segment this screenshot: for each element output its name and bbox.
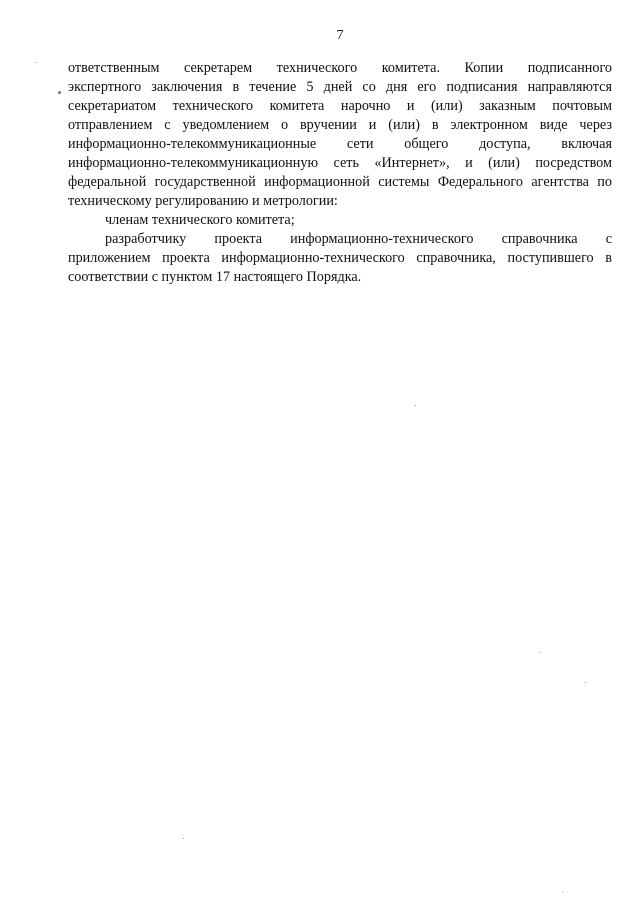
text-line: членам технического комитета; <box>105 212 295 228</box>
paragraph-expert-conclusion <box>68 59 612 211</box>
scan-speck <box>585 682 586 683</box>
scan-speck <box>36 62 37 63</box>
text-line: соответствии с пунктом 17 настоящего Порядка. <box>68 269 362 285</box>
paragraph-committee-members <box>68 211 612 230</box>
text-line: отправлением с уведомлением о вручении и (или) в электронном виде через <box>68 117 612 133</box>
text-line: приложением проекта информационно-технического справочника, поступившего в <box>68 250 612 266</box>
scan-speck <box>540 652 541 653</box>
text-line: федеральной государственной информационной системы Федерального агентства по <box>68 174 612 190</box>
text-line: техническому регулированию и метрологии: <box>68 193 338 209</box>
document-body <box>68 59 612 287</box>
text-line: ответственным секретарем технического комитета. Копии подписанного <box>68 60 612 76</box>
scan-speck <box>183 838 184 839</box>
text-line: разработчику проекта информационно-технического справочника с <box>105 231 612 247</box>
text-line: экспертного заключения в течение 5 дней со дня его подписания направляются <box>68 79 612 95</box>
page-number: 7 <box>336 28 344 43</box>
paragraph-developer <box>68 230 612 287</box>
scan-speck <box>415 405 416 406</box>
text-line: информационно-телекоммуникационную сеть «Интернет», и (или) посредством <box>68 155 612 171</box>
text-line: информационно-телекоммуникационные сети общего доступа, включая <box>68 136 612 152</box>
scan-speck <box>562 892 563 893</box>
text-line: секретариатом технического комитета нарочно и (или) заказным почтовым <box>68 98 612 114</box>
scan-speck <box>58 91 61 94</box>
